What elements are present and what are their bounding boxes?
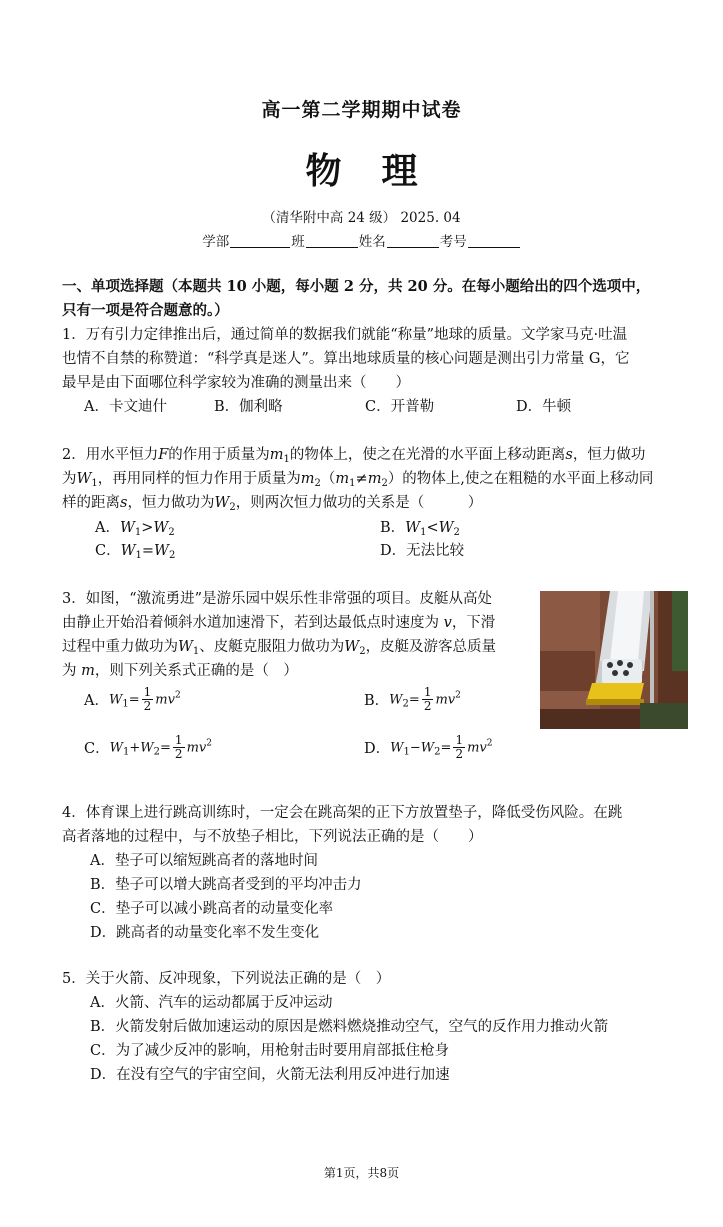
q2-option-c[interactable]: C．$W_1=W_2$: [95, 543, 176, 561]
number-blank[interactable]: [468, 233, 520, 248]
page-footer: 第1页，共8页: [323, 1166, 400, 1180]
q5-option-a[interactable]: A．火箭、汽车的运动都属于反冲运动: [90, 995, 333, 1011]
class-blank[interactable]: [306, 233, 358, 248]
q3-line1: 3．如图，“激流勇进”是游乐园中娱乐性非常强的项目。皮艇从高处: [62, 591, 493, 607]
q5-option-b[interactable]: B．火箭发射后做加速运动的原因是燃料燃烧推动空气，空气的反作用力推动火箭: [90, 1019, 609, 1035]
q1-line1: 1．万有引力定律推出后，通过简单的数据我们就能“称量”地球的质量。文学家马克·吐温: [62, 327, 628, 343]
q2-option-b[interactable]: B．$W_1<W_2$: [380, 520, 460, 538]
q3-option-b[interactable]: B．$W_2=$ $\frac{1}{2}$ $mv^2$: [364, 685, 461, 713]
subject-title: 物理: [305, 150, 458, 192]
name-blank[interactable]: [387, 233, 439, 248]
log-flume-illustration: [540, 591, 688, 729]
dept-blank[interactable]: [230, 233, 290, 248]
q3-line2: 由静止开始沿着倾斜水道加速滑下，若到达最低点时速度为 v，下滑: [62, 615, 496, 631]
q2-option-d[interactable]: D．无法比较: [380, 543, 465, 559]
q1-line3: 最早是由下面哪位科学家较为准确的测量出来（ ）: [62, 375, 410, 391]
student-info: [0, 230, 723, 250]
dept-label: 学部: [202, 234, 230, 250]
name-label: 姓名: [358, 234, 386, 250]
q5-option-d[interactable]: D．在没有空气的宇宙空间，火箭无法利用反冲进行加速: [90, 1067, 450, 1083]
class-label: 班: [291, 234, 305, 250]
q4-option-d[interactable]: D．跳高者的动量变化率不发生变化: [90, 925, 320, 941]
q1-option-c[interactable]: C．开普勒: [365, 399, 435, 415]
q1-line2: 也情不自禁的称赞道：“科学真是迷人”。算出地球质量的核心问题是测出引力常量 G，它: [62, 351, 630, 367]
q2-line1: 2．用水平恒力F的作用于质量为$m_1$的物体上，使之在光滑的水平面上移动距离s，恒力做功: [62, 447, 646, 465]
q2-line3: 样的距离s，恒力做功为$W_2$，则两次恒力做功的关系是（ ）: [62, 495, 483, 513]
q3-option-a[interactable]: A．$W_1=$ $\frac{1}{2}$ $mv^2$: [84, 685, 181, 713]
q3-option-c[interactable]: C．$W_1+W_2=$ $\frac{1}{2}$ $mv^2$: [84, 733, 212, 761]
q3-line3: 过程中重力做功为$W_1$、皮艇克服阻力做功为$W_2$，皮艇及游客总质量: [62, 639, 497, 657]
q4-line1: 4．体育课上进行跳高训练时，一定会在跳高架的正下方放置垫子，降低受伤风险。在跳: [62, 805, 623, 821]
q3-option-d[interactable]: D．$W_1-W_2=$ $\frac{1}{2}$ $mv^2$: [364, 733, 493, 761]
q1-option-d[interactable]: D．牛顿: [516, 399, 572, 415]
log-flume-photo: [540, 591, 688, 729]
q4-line2: 高者落地的过程中，与不放垫子相比，下列说法正确的是（ ）: [62, 829, 483, 845]
q4-option-a[interactable]: A．垫子可以缩短跳高者的落地时间: [90, 853, 318, 869]
q1-option-b[interactable]: B．伽利略: [214, 399, 283, 415]
exam-meta: （清华附中高 24 级） 2025. 04: [262, 210, 461, 226]
exam-title: 高一第二学期期中试卷: [261, 99, 462, 121]
q2-line2: 为$W_1$，再用同样的恒力作用于质量为$m_2(m_1\ne m_2)$的物体上,使之在粗糙的水平面上移动同: [62, 471, 654, 489]
q3-line4: 为 m，则下列关系式正确的是（ ）: [62, 663, 298, 679]
q4-option-b[interactable]: B．垫子可以增大跳高者受到的平均冲击力: [90, 877, 362, 893]
q2-option-a[interactable]: A．$W_1>W_2$: [95, 520, 175, 538]
q5-option-c[interactable]: C．为了减少反冲的影响，用枪射击时要用肩部抵住枪身: [90, 1043, 450, 1059]
section-heading: 一、单项选择题（本题共 10 小题，每小题 2 分，共 20 分。在每小题给出的四个选项中，: [62, 278, 651, 295]
q1-option-a[interactable]: A．卡文迪什: [84, 399, 167, 415]
section-desc: 只有一项是符合题意的。）: [62, 302, 229, 319]
q4-option-c[interactable]: C．垫子可以减小跳高者的动量变化率: [90, 901, 334, 917]
q5-line1: 5．关于火箭、反冲现象，下列说法正确的是（ ）: [62, 971, 391, 987]
number-label: 考号: [439, 234, 467, 250]
